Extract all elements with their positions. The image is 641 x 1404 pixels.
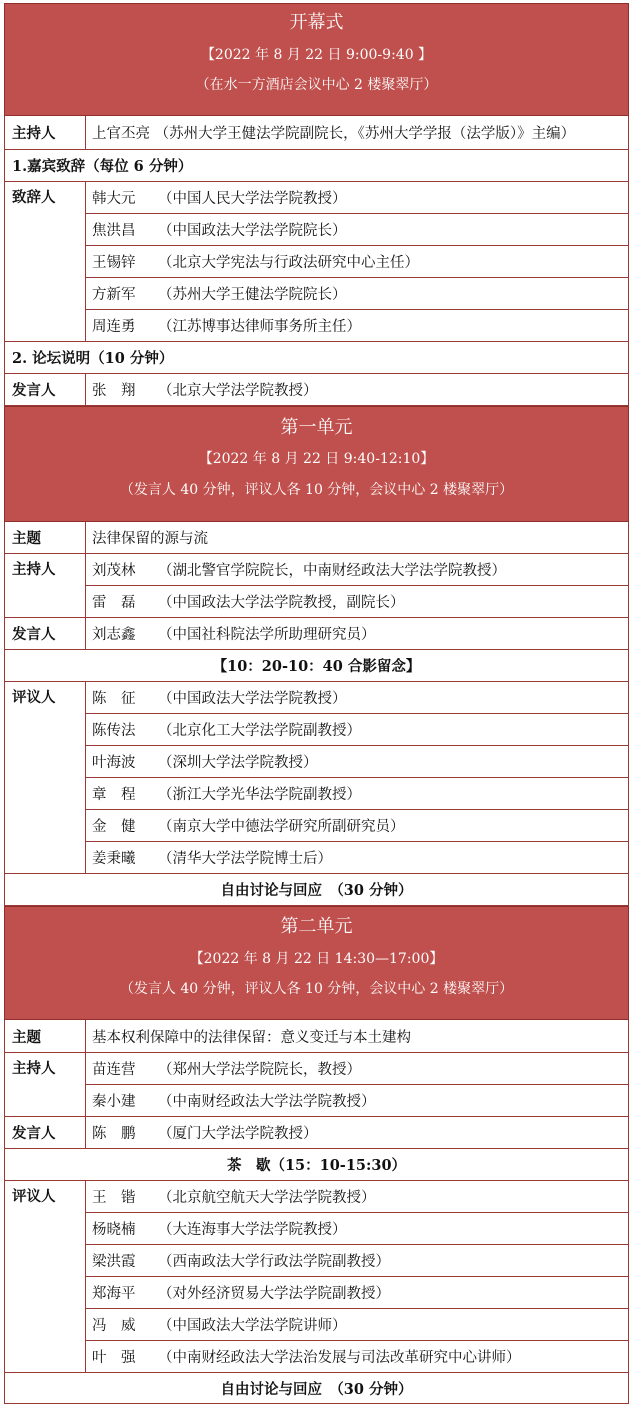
host-name: 苗连营	[92, 1062, 136, 1078]
reviewer-affiliation: （中国政法大学法学院教授）	[158, 691, 347, 707]
list-item	[86, 278, 628, 310]
list-item	[86, 778, 628, 810]
speaker-name: 王锡锌	[92, 255, 136, 271]
unit2-topic: 基本权利保障中的法律保留：意义变迁与本土建构	[92, 1029, 411, 1046]
speaker-name: 周连勇	[92, 319, 136, 335]
speaker-name: 刘志鑫	[92, 627, 136, 643]
opening-host: 上官丕亮 （苏州大学王健法学院副院长，《苏州大学学报（法学版）》主编）	[92, 126, 576, 142]
unit2-hosts-group	[4, 1053, 629, 1117]
unit1-topic: 法律保留的源与流	[92, 531, 208, 547]
list-item	[86, 310, 628, 341]
topic-label: 主题	[5, 1020, 86, 1052]
host-label: 主持人	[5, 554, 86, 617]
reviewer-affiliation: （浙江大学光华法学院副教授）	[158, 787, 361, 803]
list-item	[86, 1309, 628, 1341]
speaker-affiliation: （北京大学宪法与行政法研究中心主任）	[158, 255, 419, 271]
speaker-affiliation: （中国社科院法学所助理研究员）	[158, 627, 376, 643]
forum-speaker-row	[4, 374, 629, 406]
unit1-discussion: 自由讨论与回应 （30 分钟）	[220, 882, 413, 899]
forum-label: 发言人	[5, 374, 86, 405]
reviewer-name: 郑海平	[92, 1286, 136, 1302]
list-item	[86, 1277, 628, 1309]
opening-host-row	[4, 116, 629, 150]
unit1-speaker-row	[4, 618, 629, 650]
list-item	[86, 1053, 628, 1085]
unit1-topic-row	[4, 522, 629, 554]
reviewer-affiliation: （大连海事大学法学院教授）	[158, 1222, 347, 1238]
welcome-label: 致辞人	[5, 182, 86, 341]
opening-time: 【2022 年 8 月 22 日 9:00-9:40 】	[200, 47, 433, 63]
opening-title: 开幕式	[289, 12, 344, 33]
host-label: 主持人	[5, 116, 86, 149]
photo-break: 【10：20-10：40 合影留念】	[212, 658, 421, 675]
unit1-reviewers-group	[4, 682, 629, 874]
host-name: 雷 磊	[92, 595, 136, 611]
reviewer-affiliation: （南京大学中德法学研究所副研究员）	[158, 819, 405, 835]
reviewer-name: 冯 威	[92, 1318, 136, 1334]
unit1-hosts-group	[4, 554, 629, 618]
reviewer-affiliation: （中国政法大学法学院讲师）	[158, 1318, 347, 1334]
reviewer-affiliation: （对外经济贸易大学法学院副教授）	[158, 1286, 390, 1302]
unit1-note: （发言人 40 分钟，评议人各 10 分钟，会议中心 2 楼聚翠厅）	[119, 482, 514, 498]
unit1-header	[4, 406, 629, 522]
list-item	[86, 1245, 628, 1277]
reviewer-name: 金 健	[92, 819, 136, 835]
unit2-reviewers-group	[4, 1181, 629, 1373]
list-item	[86, 714, 628, 746]
speaker-label: 发言人	[5, 618, 86, 649]
reviewer-affiliation: （北京化工大学法学院副教授）	[158, 723, 361, 739]
reviewer-name: 陈传法	[92, 723, 136, 739]
reviewer-name: 叶 强	[92, 1350, 136, 1366]
welcome-heading-row	[4, 150, 629, 182]
reviewer-name: 叶海波	[92, 755, 136, 771]
tea-break: 茶 歇（15：10-15:30）	[226, 1157, 407, 1174]
unit2-speaker-row	[4, 1117, 629, 1149]
reviewer-name: 姜秉曦	[92, 851, 136, 867]
reviewer-name: 章 程	[92, 787, 136, 803]
reviewer-name: 陈 征	[92, 691, 136, 707]
list-item	[86, 1085, 628, 1116]
speaker-affiliation: （北京大学法学院教授）	[158, 383, 318, 399]
list-item	[86, 1341, 628, 1372]
list-item	[86, 554, 628, 586]
tea-break-row	[4, 1149, 629, 1181]
speaker-affiliation: （江苏博事达律师事务所主任）	[158, 319, 361, 335]
reviewer-label: 评议人	[5, 1181, 86, 1372]
forum-heading-row	[4, 342, 629, 374]
speaker-name: 方新军	[92, 287, 136, 303]
list-item	[86, 842, 628, 873]
reviewer-affiliation: （清华大学法学院博士后）	[158, 851, 332, 867]
list-item	[86, 182, 628, 214]
speaker-name: 张 翔	[92, 383, 136, 399]
unit2-header	[4, 906, 629, 1020]
host-affiliation: （中南财经政法大学法学院教授）	[158, 1094, 376, 1110]
reviewer-name: 王 锴	[92, 1190, 136, 1206]
list-item	[86, 1213, 628, 1245]
speaker-name: 陈 鹏	[92, 1126, 136, 1142]
unit2-note: （发言人 40 分钟，评议人各 10 分钟，会议中心 2 楼聚翠厅）	[119, 981, 514, 997]
list-item	[86, 246, 628, 278]
host-affiliation: （郑州大学法学院院长，教授）	[158, 1062, 361, 1078]
host-name: 刘茂林	[92, 563, 136, 579]
agenda-document	[4, 3, 629, 1404]
speaker-affiliation: （中国人民大学法学院教授）	[158, 191, 347, 207]
speaker-name: 韩大元	[92, 191, 136, 207]
unit2-topic-row	[4, 1020, 629, 1053]
host-affiliation: （中国政法大学法学院教授，副院长）	[158, 595, 405, 611]
reviewer-label: 评议人	[5, 682, 86, 873]
reviewer-name: 杨晓楠	[92, 1222, 136, 1238]
unit2-time: 【2022 年 8 月 22 日 14:30—17:00】	[189, 951, 444, 967]
unit1-title: 第一单元	[280, 417, 353, 438]
unit2-title: 第二单元	[280, 916, 353, 937]
reviewer-name: 梁洪霞	[92, 1254, 136, 1270]
reviewer-affiliation: （中南财经政法大学法治发展与司法改革研究中心讲师）	[158, 1350, 521, 1366]
speaker-affiliation: （苏州大学王健法学院院长）	[158, 287, 347, 303]
opening-venue: （在水一方酒店会议中心 2 楼聚翠厅）	[195, 77, 438, 93]
host-affiliation: （湖北警官学院院长，中南财经政法大学法学院教授）	[158, 563, 506, 579]
host-name: 秦小建	[92, 1094, 136, 1110]
list-item	[86, 682, 628, 714]
speaker-name: 焦洪昌	[92, 223, 136, 239]
reviewer-affiliation: （深圳大学法学院教授）	[158, 755, 318, 771]
unit1-discussion-row	[4, 874, 629, 906]
opening-header	[4, 3, 629, 116]
unit1-time: 【2022 年 8 月 22 日 9:40-12:10】	[198, 451, 435, 467]
host-label: 主持人	[5, 1053, 86, 1116]
forum-heading: 2. 论坛说明（10 分钟）	[12, 350, 174, 367]
photo-break-row	[4, 650, 629, 682]
list-item	[86, 810, 628, 842]
reviewer-affiliation: （北京航空航天大学法学院教授）	[158, 1190, 376, 1206]
speaker-affiliation: （中国政法大学法学院院长）	[158, 223, 347, 239]
welcome-speakers-group	[4, 182, 629, 342]
welcome-heading: 1.嘉宾致辞（每位 6 分钟）	[12, 158, 193, 175]
unit2-discussion-row	[4, 1373, 629, 1404]
reviewer-affiliation: （西南政法大学行政法学院副教授）	[158, 1254, 390, 1270]
list-item	[86, 746, 628, 778]
list-item	[86, 1181, 628, 1213]
unit2-discussion: 自由讨论与回应 （30 分钟）	[220, 1380, 413, 1398]
speaker-affiliation: （厦门大学法学院教授）	[158, 1126, 318, 1142]
topic-label: 主题	[5, 522, 86, 553]
list-item	[86, 586, 628, 617]
speaker-label: 发言人	[5, 1117, 86, 1148]
list-item	[86, 214, 628, 246]
